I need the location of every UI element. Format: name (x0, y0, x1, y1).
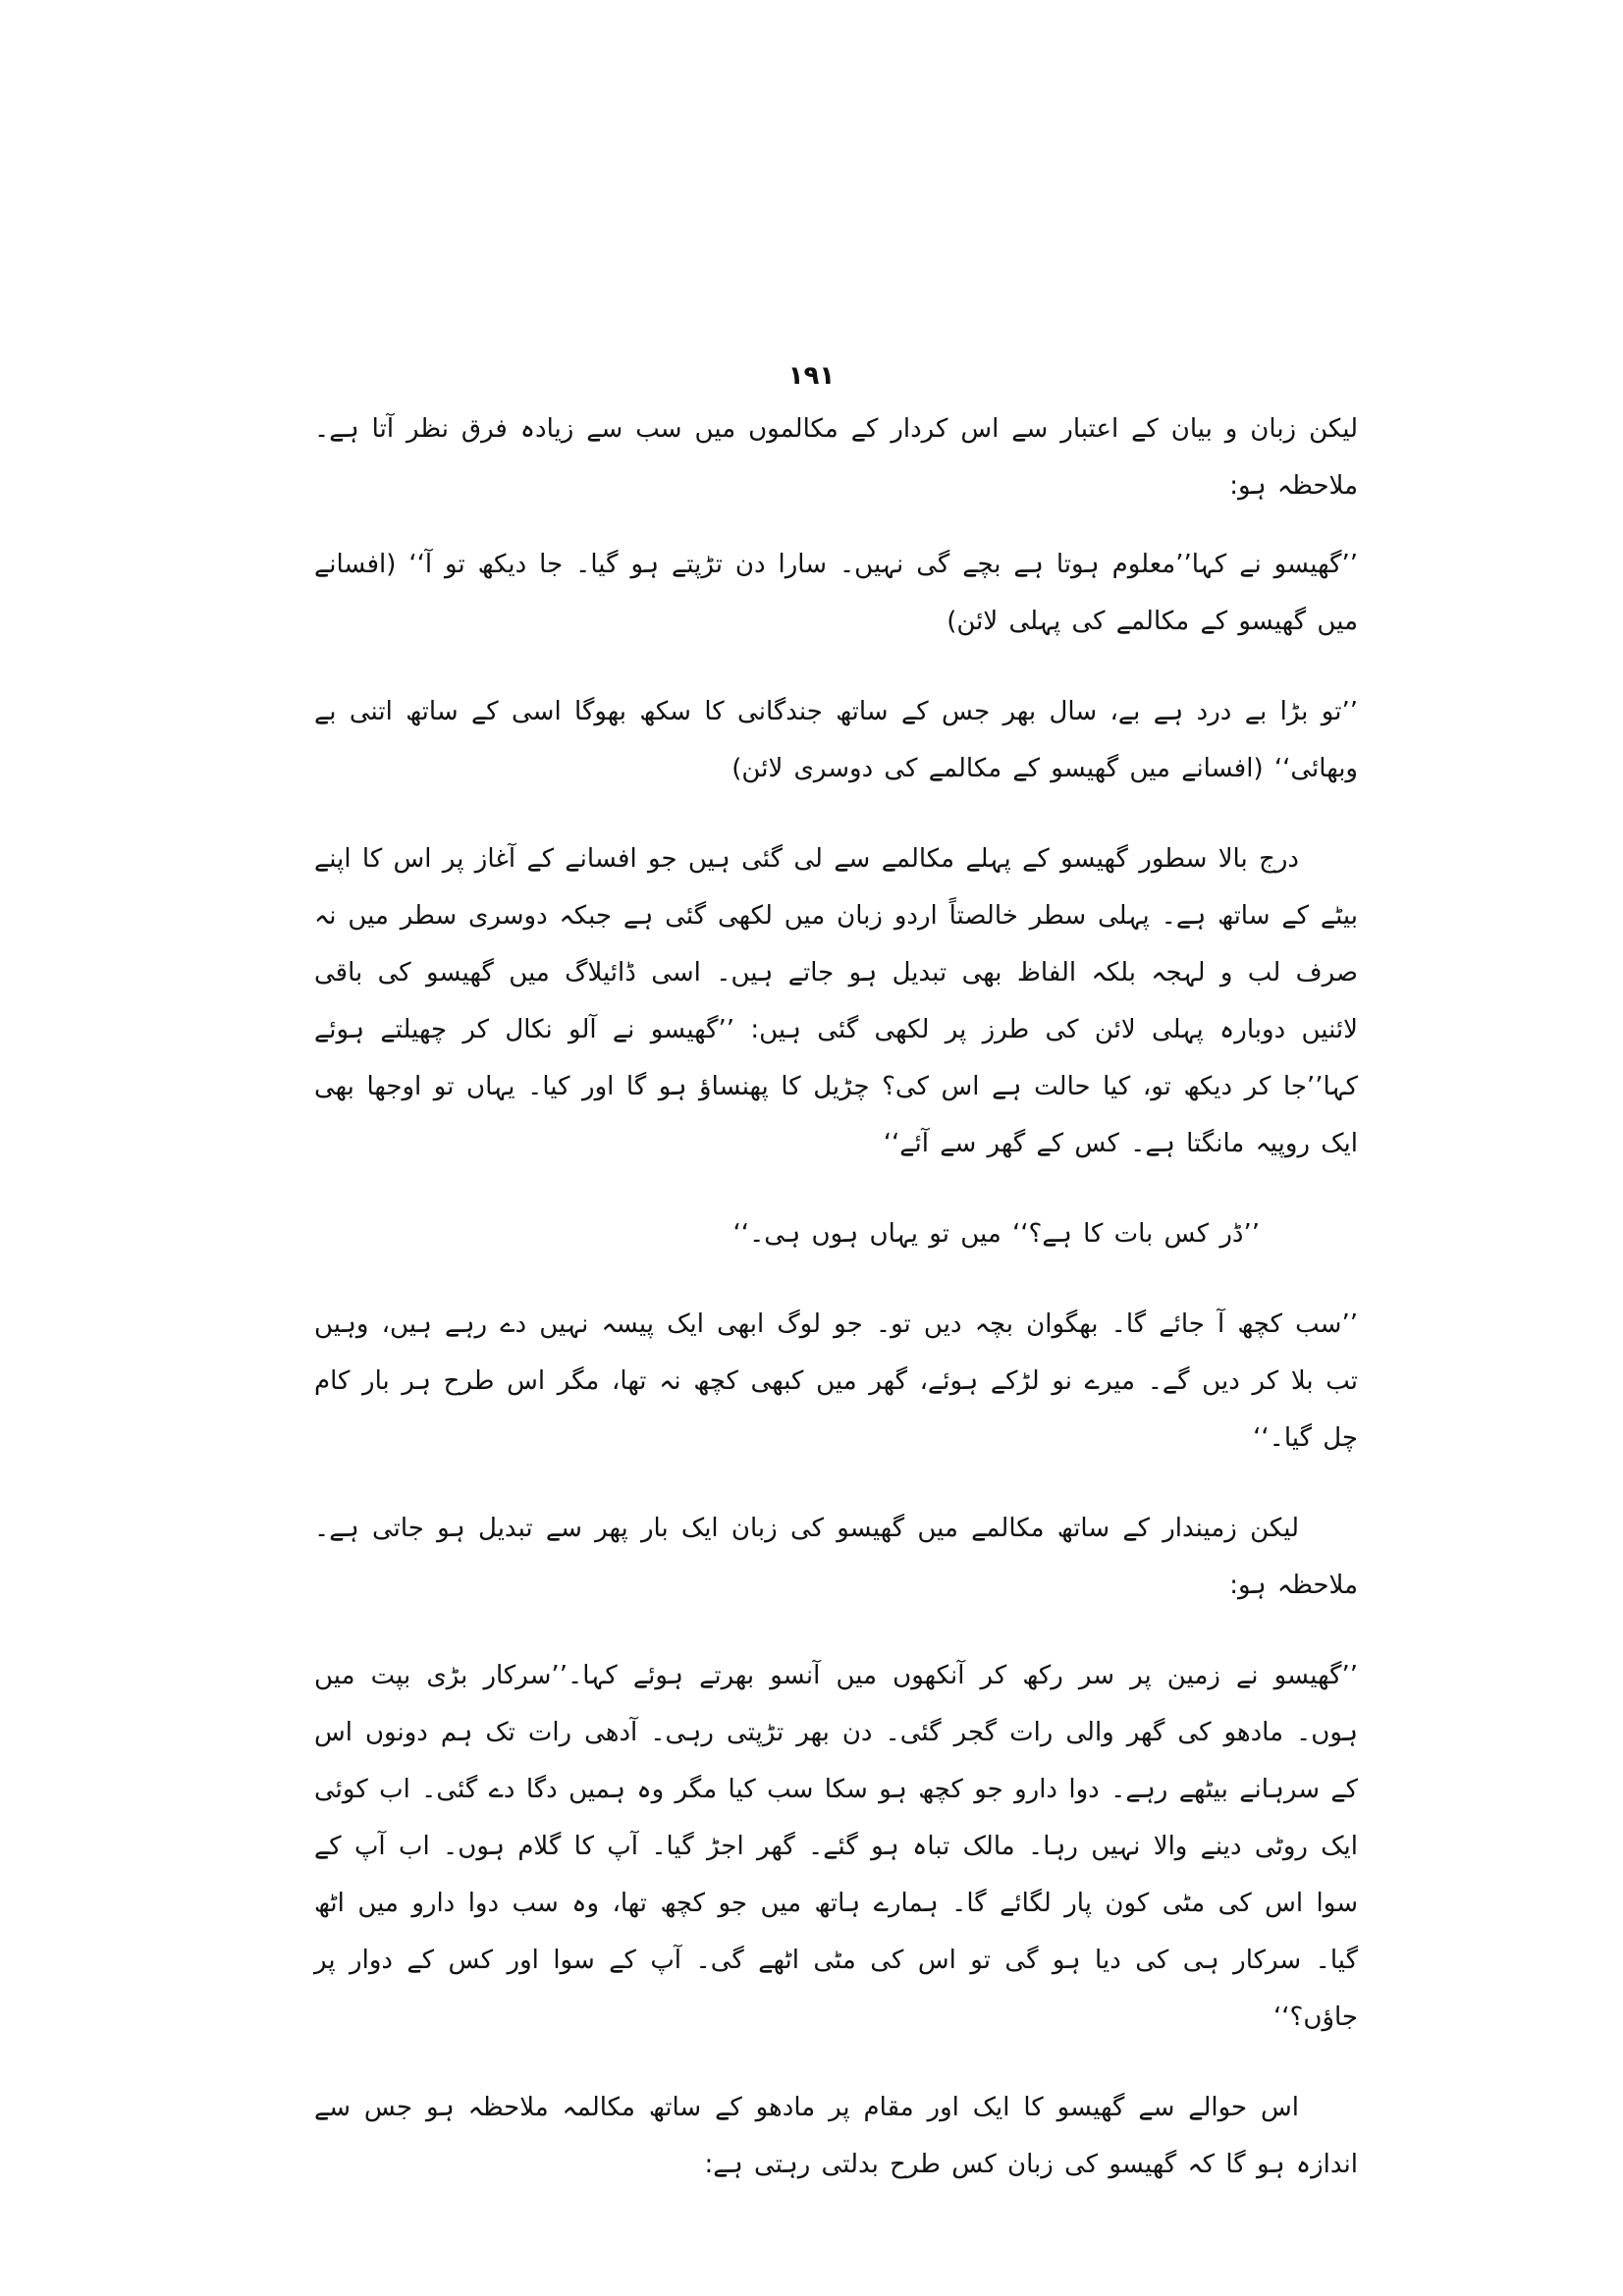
intro-paragraph: لیکن زبان و بیان کے اعتبار سے اس کردار کے مکالموں میں سب سے زیادہ فرق نظر آتا ہے۔ ملاحظہ ہو: (314, 414, 1358, 501)
page-body (314, 400, 1358, 2226)
quote-zamindar: ’’گھیسو نے زمین پر سر رکھ کر آنکھوں میں آنسو بھرتے ہوئے کہا۔’’سرکار بڑی بپت میں ہوں۔ مادھو کی گھر والی رات گجر گئی۔ دن بھر تڑپتی رہی۔ آدھی رات تک ہم دونوں اس کے سرہانے بیٹھے رہے۔ دوا دارو جو کچھ ہو سکا سب کیا مگر وہ ہمیں دگا دے گئی۔ اب کوئی ایک روٹی دینے والا نہیں رہا۔ مالک تباہ ہو گئے۔ گھر اجڑ گیا۔ آپ کا گلام ہوں۔ اب آپ کے سوا اس کی مٹی کون پار لگائے گا۔ ہمارے ہاتھ میں جو کچھ تھا، وہ سب دوا دارو میں اٹھ گیا۔ سرکار ہی کی دیا ہو گی تو اس کی مٹی اٹھے گی۔ آپ کے سوا اور کس کے دوار پر جاؤں؟‘‘ (314, 1661, 1358, 2032)
quote-second-line: ’’تو بڑا بے درد ہے بے، سال بھر جس کے ساتھ جندگانی کا سکھ بھوگا اسی کے ساتھ اتنی بے وبھائی‘‘ (افسانے میں گھیسو کے مکالمے کی دوسری لائن) (314, 697, 1358, 783)
closing-paragraph: اس حوالے سے گھیسو کا ایک اور مقام پر مادھو کے ساتھ مکالمہ ملاحظہ ہو جس سے اندازہ ہو گا کہ گھیسو کی زبان کس طرح بدلتی رہتی ہے: (314, 2093, 1358, 2179)
quote-fear: ’’ڈر کس بات کا ہے؟‘‘ میں تو یہاں ہوں ہی۔‘‘ (732, 1219, 1260, 1249)
quote-everything: ’’سب کچھ آ جائے گا۔ بھگوان بچہ دیں تو۔ جو لوگ ابھی ایک پیسہ نہیں دے رہے ہیں، وہیں تب بلا کر دیں گے۔ میرے نو لڑکے ہوئے، گھر میں کبھی کچھ نہ تھا، مگر اس طرح ہر بار کام چل گیا۔‘‘ (314, 1309, 1358, 1453)
analysis-paragraph: درج بالا سطور گھیسو کے پہلے مکالمے سے لی گئی ہیں جو افسانے کے آغاز پر اس کا اپنے بیٹے کے ساتھ ہے۔ پہلی سطر خالصتاً اردو زبان میں لکھی گئی ہے جبکہ دوسری سطر میں نہ صرف لب و لہجہ بلکہ الفاظ بھی تبدیل ہو جاتے ہیں۔ اسی ڈائیلاگ میں گھیسو کی باقی لائنیں دوبارہ پہلی لائن کی طرز پر لکھی گئی ہیں: ’’گھیسو نے آلو نکال کر چھیلتے ہوئے کہا’’جا کر دیکھ تو، کیا حالت ہے اس کی؟ چڑیل کا پھنساؤ ہو گا اور کیا۔ یہاں تو اوجھا بھی ایک روپیہ مانگتا ہے۔ کس کے گھر سے آئے‘‘ (314, 844, 1358, 1158)
zamindar-intro: لیکن زمیندار کے ساتھ مکالمے میں گھیسو کی زبان ایک بار پھر سے تبدیل ہو جاتی ہے۔ ملاحظہ ہو: (314, 1514, 1358, 1600)
page-number: ۱۹۱ (787, 361, 836, 391)
quote-first-line: ’’گھیسو نے کہا’’معلوم ہوتا ہے بچے گی نہیں۔ سارا دن تڑپتے ہو گیا۔ جا دیکھ تو آ‘‘ (افسانے میں گھیسو کے مکالمے کی پہلی لائن) (314, 550, 1358, 636)
